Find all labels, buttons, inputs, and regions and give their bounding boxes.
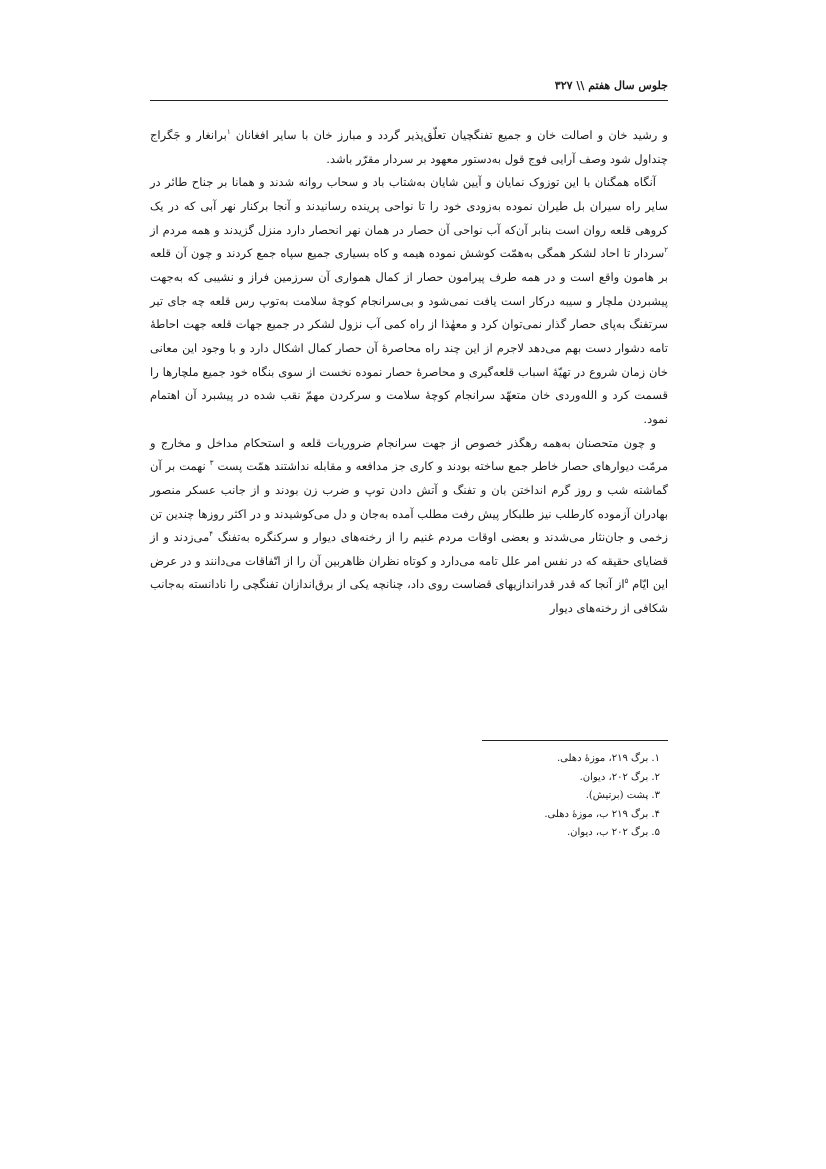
footnote-ref-5: ۵ <box>624 577 629 586</box>
paragraph-3-part-4: از آنجا که قدر قدراندازیهای قضاست روی داد، چنانچه یکی از برق‌اندازان تفنگچی را نادانسته به‌جانب شکافی از رخنه‌های دیوار <box>150 577 668 616</box>
paragraph-3-part-3: می‌زدند و از قضایای حقیقه که در نفس امر علل تامه می‌دارد و کوتاه نظران ظاهربین آن را از اتّفاقات می‌دانند و در عرض این ایّام <box>150 530 669 592</box>
footnote-ref-4: ۴ <box>209 530 214 539</box>
footnote-2: ۲. برگ ۲۰۲، دیوان. <box>579 771 660 783</box>
paragraph-2-part-1: آنگاه همگنان با این توزوک نمایان و آیین شایان به‌شتاب باد و سحاب روانه شدند و همانا بر جناح طائر در سایر راه سیران بل طیران نموده به‌زودی خود را تا نواحی پرینده رسانیدند و آنجا برکنار نهر آبی که در یک کروهی قلعه روان است بنابر آن‌که آب نواحی آن حصار در همان نهر انحصار دارد منزل گزیدند و همه مردم از <box>150 175 668 237</box>
footnote-ref-1: ۱ <box>226 128 231 137</box>
footnote-1: ۱. برگ ۲۱۹، موزهٔ دهلی. <box>556 753 660 764</box>
footnote-ref-3: ۳ <box>209 459 214 468</box>
main-text <box>150 124 668 621</box>
paragraph-3 <box>150 432 668 621</box>
paragraph-3-part-2: نهمت بر آن گماشته شب و روز گرم انداختن بان و تفنگ و آتش دادن توپ و ضرب زن بودند و از جانب عسکر منصور بهادران آزموده کارطلب نیز طلبکار پیش رفت مطلب آمده به‌جان و دل می‌کوشیدند و در اکثر روزها چندین تن زخمی و جان‌نثار می‌شدند و بعضی اوقات مردم غنیم را از رخنه‌های دیوار و سرکنگره به‌تفنگ <box>150 459 668 545</box>
running-head: جلوس سال هفتم \\ ۳۲۷ <box>554 79 668 92</box>
paragraph-2-part-2: سردار تا احاد لشکر همگی به‌همّت کوشش نموده هیمه و کاه بسیاری جمیع سپاه جمع کردند و چون آن قلعه بر هامون واقع است و در همه طرف پیرامون حصار از کمال همواری آن سرزمین فراز و نشیبی که به‌جهت پیشبردن ملچار و سیبه درکار است یافت نمی‌شود و بی‌سرانجام کوچهٔ سلامت به‌توپ رس قلعه چه جای تیر سرتفنگ به‌پای حصار گذار نمی‌توان کرد و معهٰذا از راه کمی آب نزول لشکر در جمیع جهات قلعه جهت احاطهٔ تامه دشوار دست بهم می‌دهد لاجرم از این چند راه محاصرهٔ آن حصار کمال اشکال دارد و با وجود این معانی خان زمان شروع در تهیّهٔ اسباب قلعه‌گیری و محاصرهٔ حصار نموده نخست از سوی بنگاه خود جمیع ملچارها را قسمت کرد و الله‌وردی خان متعهّد سرانجام کوچهٔ سلامت و سرکردن مهمّ نقب شده در پیشبرد آن اهتمام نمود. <box>150 246 668 426</box>
paragraph-1-part-2: برانغار و جَگراج چنداول شود وصف آرایی فوج قول به‌دستور معهود بر سردار مقرّر باشد. <box>150 128 668 166</box>
paragraph-2 <box>150 171 668 431</box>
header-rule <box>150 100 668 101</box>
footnote-4: ۴. برگ ۲۱۹ ب، موزهٔ دهلی. <box>544 808 660 820</box>
paragraph-1 <box>150 124 668 171</box>
footnote-rule <box>482 740 668 741</box>
footnotes <box>400 750 668 843</box>
footnote-5: ۵. برگ ۲۰۲ ب، دیوان. <box>567 827 660 839</box>
paragraph-3-part-1: و چون متحصنان به‌همه رهگذر خصوص از جهت سرانجام ضروریات قلعه و استحکام مداخل و مخارج و مرمّت دیوارهای حصار خاطر جمع ساخته بودند و کاری جز مدافعه و مقابله نداشتند همّت پست <box>150 435 668 474</box>
footnote-ref-2: ۲ <box>664 246 668 255</box>
paragraph-1-part-1: و رشید خان و اصالت خان و جمیع تفنگچیان تعلّق‌پذیر گردد و مبارز خان با سایر افغانان <box>230 128 668 142</box>
footnote-3: ۳. پشت (برتیش). <box>585 790 660 802</box>
